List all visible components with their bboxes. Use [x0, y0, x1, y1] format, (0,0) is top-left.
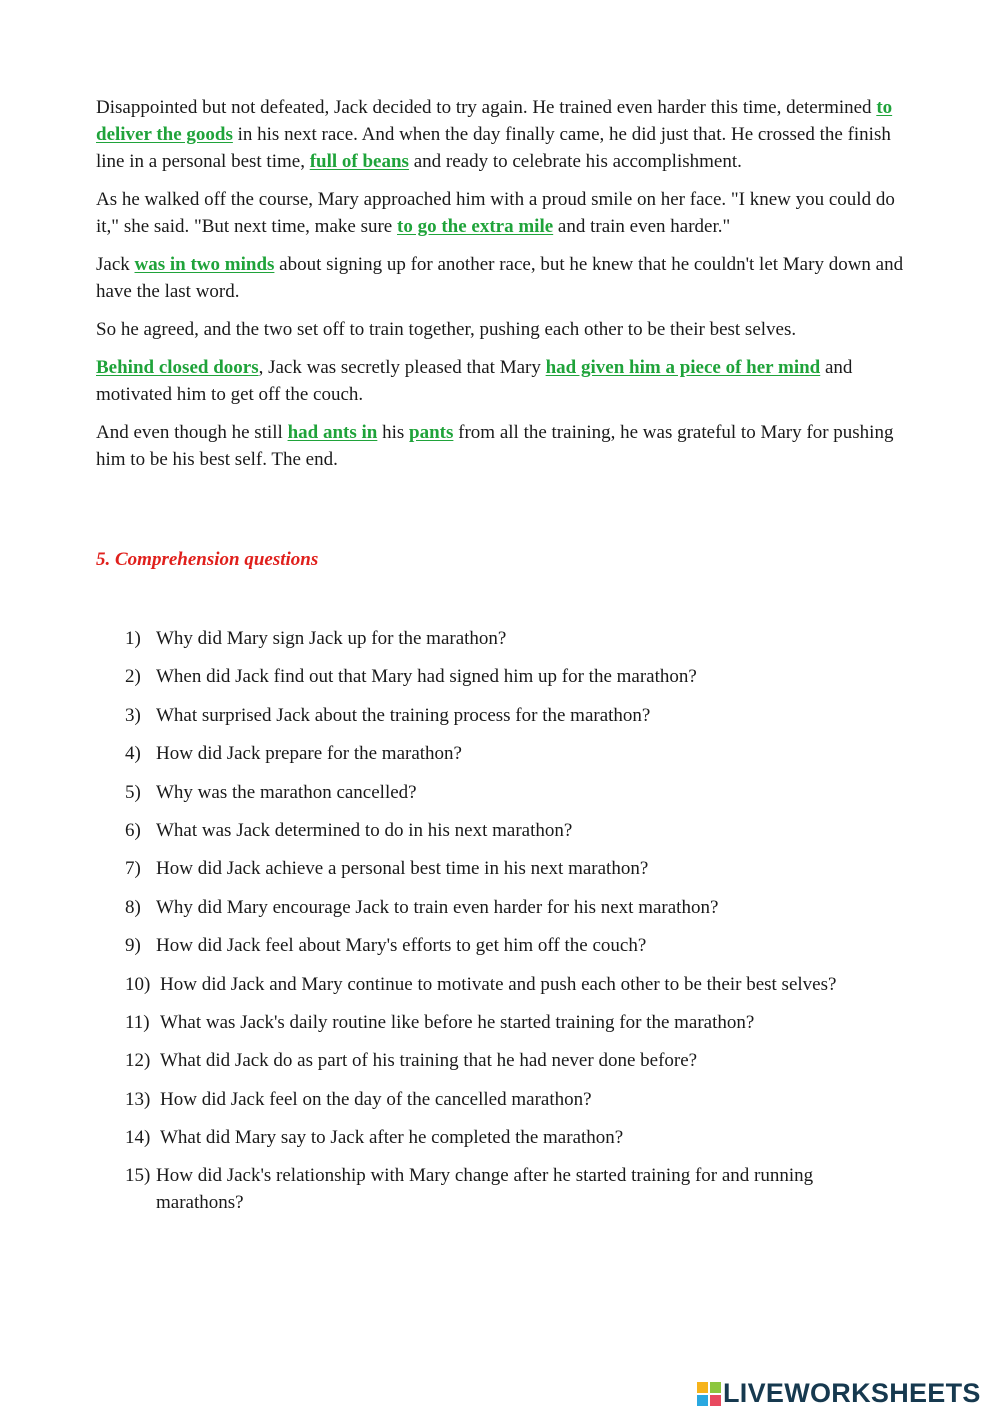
- question-number: 9): [125, 935, 141, 957]
- question-item: [125, 1086, 895, 1113]
- section-title: 5. Comprehension questions: [96, 549, 319, 570]
- question-item: [125, 932, 895, 959]
- question-text: Why was the marathon cancelled?: [156, 781, 417, 803]
- text: Jack: [96, 254, 135, 275]
- question-item: [125, 855, 895, 882]
- text: So he agreed, and the two set off to train together, pushing each other to be their best selves.: [96, 319, 797, 340]
- paragraph-1: [96, 94, 906, 175]
- question-text: Why did Mary encourage Jack to train even harder for his next marathon?: [156, 896, 719, 918]
- text: , Jack was secretly pleased that Mary: [258, 357, 546, 378]
- paragraph-5: [96, 354, 906, 408]
- text: As he walked off the course, Mary approached him with a proud smile on her face. "I knew you could do it," she said. "But next time, make sure: [96, 189, 895, 237]
- question-item: [125, 779, 895, 806]
- question-text: How did Jack feel on the day of the cancelled marathon?: [160, 1088, 592, 1110]
- paragraph-6: [96, 419, 906, 473]
- question-number: 8): [125, 896, 141, 918]
- question-item: [125, 1124, 895, 1151]
- idiom-highlight: to go the extra mile: [397, 216, 554, 237]
- question-number: 12): [125, 1050, 151, 1072]
- question-number: 11): [125, 1011, 150, 1033]
- question-text: How did Jack's relationship with Mary change after he started training for and running marathons?: [156, 1165, 814, 1214]
- text: and train even harder.": [553, 216, 731, 237]
- question-text: What was Jack's daily routine like before he started training for the marathon?: [160, 1011, 755, 1033]
- text: And even though he still: [96, 422, 288, 443]
- idiom-highlight: to deliver the goods: [96, 97, 893, 145]
- question-item: [125, 1162, 895, 1216]
- question-text: How did Jack prepare for the marathon?: [156, 743, 462, 765]
- text: his: [377, 422, 410, 443]
- idiom-highlight: pants: [409, 422, 454, 443]
- question-item: [125, 625, 895, 652]
- question-item: [125, 702, 895, 729]
- text: and ready to celebrate his accomplishment.: [408, 151, 742, 172]
- liveworksheets-logo[interactable]: [697, 1378, 981, 1409]
- question-number: 2): [125, 666, 141, 688]
- question-item: [125, 663, 895, 690]
- question-number: 15): [125, 1165, 151, 1187]
- question-item: [125, 894, 895, 921]
- question-number: 14): [125, 1127, 151, 1149]
- liveworksheets-logo-icon: [697, 1382, 721, 1406]
- question-number: 4): [125, 743, 141, 765]
- story-text: [96, 94, 906, 484]
- question-number: 3): [125, 704, 141, 726]
- question-text: What surprised Jack about the training process for the marathon?: [156, 704, 651, 726]
- paragraph-2: [96, 186, 906, 240]
- text: and motivated him to get off the couch.: [96, 357, 853, 405]
- question-number: 5): [125, 781, 141, 803]
- question-list: [125, 625, 895, 1228]
- paragraph-4: [96, 316, 906, 343]
- idiom-highlight: Behind closed doors: [96, 357, 259, 378]
- logo-text: LIVEWORKSHEETS: [723, 1378, 981, 1408]
- question-text: How did Jack achieve a personal best time in his next marathon?: [156, 858, 649, 880]
- question-text: What did Mary say to Jack after he completed the marathon?: [160, 1127, 624, 1149]
- text: from all the training, he was grateful to Mary for pushing him to be his best self. The end.: [96, 422, 894, 470]
- idiom-highlight: had ants in: [287, 422, 378, 443]
- question-item: [125, 817, 895, 844]
- question-item: [125, 1047, 895, 1074]
- question-number: 1): [125, 628, 141, 649]
- question-item: [125, 740, 895, 767]
- question-number: 13): [125, 1088, 151, 1110]
- question-text: How did Jack feel about Mary's efforts to get him off the couch?: [156, 935, 647, 957]
- question-text: What did Jack do as part of his training that he had never done before?: [160, 1050, 698, 1072]
- idiom-highlight: had given him a piece of her mind: [545, 357, 821, 378]
- question-number: 6): [125, 819, 141, 841]
- idiom-highlight: full of beans: [309, 151, 409, 172]
- text: in his next race. And when the day finally came, he did just that. He crossed the finish line in a personal best time,: [96, 124, 891, 172]
- question-text: What was Jack determined to do in his next marathon?: [156, 819, 573, 841]
- idiom-highlight: was in two minds: [134, 254, 275, 275]
- question-number: 10): [125, 973, 151, 995]
- question-text: How did Jack and Mary continue to motivate and push each other to be their best selves?: [160, 973, 837, 995]
- question-item: [125, 971, 895, 998]
- question-text: Why did Mary sign Jack up for the marathon?: [156, 628, 507, 649]
- text: about signing up for another race, but he knew that he couldn't let Mary down and have the last word.: [96, 254, 904, 302]
- question-number: 7): [125, 858, 141, 880]
- question-item: [125, 1009, 895, 1036]
- paragraph-3: [96, 251, 906, 305]
- text: Disappointed but not defeated, Jack decided to try again. He trained even harder this time, determined: [96, 97, 877, 118]
- question-text: When did Jack find out that Mary had signed him up for the marathon?: [156, 666, 697, 688]
